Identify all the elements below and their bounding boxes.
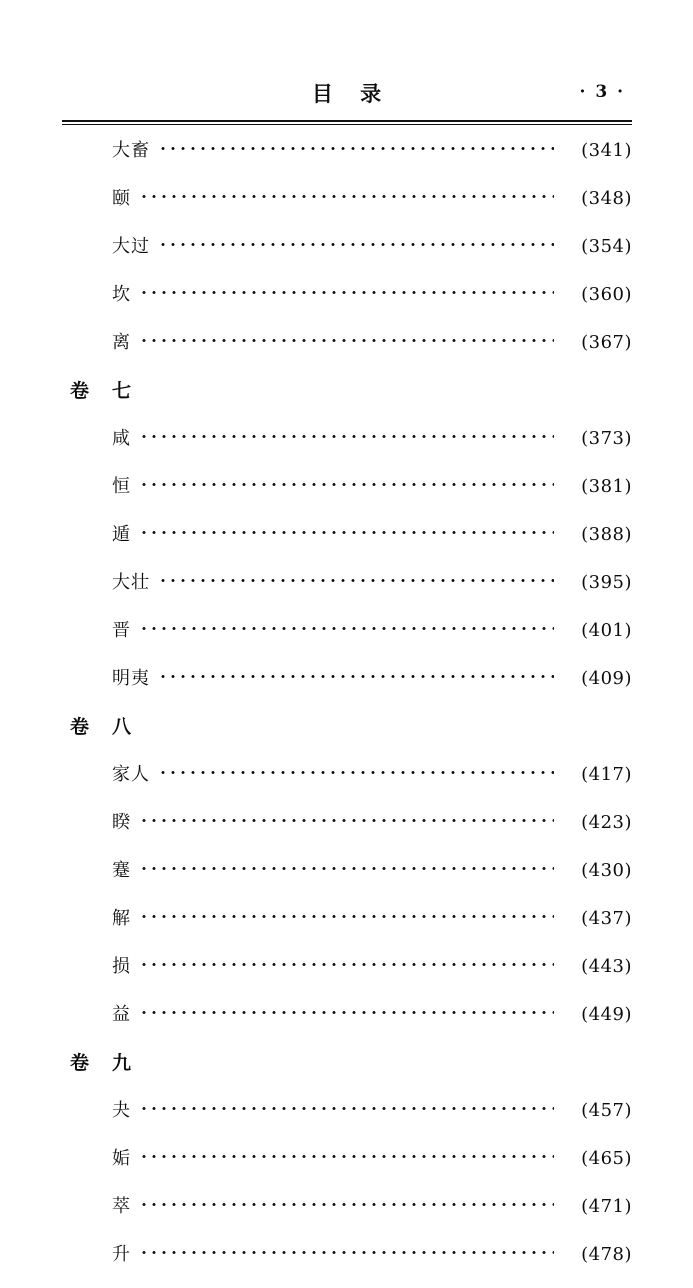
toc-entry[interactable] (62, 520, 632, 568)
dot-leader (139, 1194, 554, 1212)
toc-entry-title: 萃 (112, 1196, 131, 1217)
toc-entry-page: (465) (581, 1148, 632, 1169)
toc-entry-page: (457) (581, 1100, 632, 1121)
toc-entry-page: (341) (581, 140, 632, 161)
toc-entry[interactable] (62, 760, 632, 808)
volume-heading (62, 712, 632, 760)
toc-entry-page: (354) (581, 236, 632, 257)
toc-entry[interactable] (62, 616, 632, 664)
toc-entry[interactable] (62, 136, 632, 184)
toc-entry-title: 坎 (112, 284, 131, 305)
toc-entry-title: 家人 (112, 764, 150, 785)
dot-leader (139, 810, 554, 828)
dot-leader (158, 762, 554, 780)
toc-entry-page: (348) (581, 188, 632, 209)
toc-entry-page: (471) (581, 1196, 632, 1217)
dot-leader (139, 282, 554, 300)
dot-leader (139, 522, 554, 540)
toc-entry-page: (381) (581, 476, 632, 497)
toc-entry[interactable] (62, 568, 632, 616)
volume-number: 八 (112, 716, 133, 738)
toc-entry-page: (443) (581, 956, 632, 977)
dot-leader (139, 954, 554, 972)
dot-leader (139, 906, 554, 924)
toc-entry[interactable] (62, 1240, 632, 1288)
toc-entry-page: (430) (581, 860, 632, 881)
toc-entry-title: 蹇 (112, 860, 131, 881)
toc-entry[interactable] (62, 1192, 632, 1240)
dot-leader (139, 858, 554, 876)
toc-entry-title: 离 (112, 332, 131, 353)
dot-leader (139, 1002, 554, 1020)
toc-entry-page: (409) (581, 668, 632, 689)
dot-leader (139, 1242, 554, 1260)
header-divider (62, 120, 632, 125)
dot-leader (158, 666, 554, 684)
toc-entry-title: 明夷 (112, 668, 150, 689)
toc-entry-title: 升 (112, 1244, 131, 1265)
toc-entry-title: 解 (112, 908, 131, 929)
toc-entry-page: (360) (581, 284, 632, 305)
toc-entry[interactable] (62, 664, 632, 712)
toc-entry[interactable] (62, 952, 632, 1000)
toc-entry-title: 夬 (112, 1100, 131, 1121)
toc-entry[interactable] (62, 1144, 632, 1192)
toc-entry-title: 姤 (112, 1148, 131, 1169)
dot-leader (158, 234, 554, 252)
toc-entry-title: 晋 (112, 620, 131, 641)
volume-label: 卷 (70, 380, 91, 402)
toc-entry-page: (417) (581, 764, 632, 785)
toc-entry[interactable] (62, 1000, 632, 1048)
page-number: · 3 · (579, 82, 625, 102)
toc-entry-page: (395) (581, 572, 632, 593)
dot-leader (139, 186, 554, 204)
toc-entry-title: 恒 (112, 476, 131, 497)
toc-entry-page: (388) (581, 524, 632, 545)
toc-entry[interactable] (62, 184, 632, 232)
toc-entry-title: 遁 (112, 524, 131, 545)
toc-entry-page: (478) (581, 1244, 632, 1265)
toc-entry-page: (449) (581, 1004, 632, 1025)
toc-entry[interactable] (62, 280, 632, 328)
toc-entry-page: (367) (581, 332, 632, 353)
dot-leader (139, 1146, 554, 1164)
volume-number: 九 (112, 1052, 133, 1074)
toc-entry-page: (437) (581, 908, 632, 929)
dot-leader (139, 474, 554, 492)
volume-label: 卷 (70, 1052, 91, 1074)
toc-entry[interactable] (62, 424, 632, 472)
toc-entry-title: 颐 (112, 188, 131, 209)
volume-heading (62, 376, 632, 424)
toc-entry-page: (401) (581, 620, 632, 641)
toc-entry[interactable] (62, 904, 632, 952)
table-of-contents (62, 136, 632, 1288)
page-title: 目 录 (311, 81, 392, 106)
page-header (60, 78, 633, 118)
toc-entry[interactable] (62, 472, 632, 520)
toc-entry[interactable] (62, 232, 632, 280)
dot-leader (139, 1098, 554, 1116)
toc-entry-page: (423) (581, 812, 632, 833)
toc-entry-title: 益 (112, 1004, 131, 1025)
toc-entry[interactable] (62, 1096, 632, 1144)
toc-entry-title: 损 (112, 956, 131, 977)
dot-leader (158, 570, 554, 588)
toc-entry[interactable] (62, 856, 632, 904)
dot-leader (139, 330, 554, 348)
toc-entry-title: 睽 (112, 812, 131, 833)
dot-leader (158, 138, 554, 156)
volume-heading (62, 1048, 632, 1096)
toc-entry[interactable] (62, 808, 632, 856)
volume-number: 七 (112, 380, 133, 402)
toc-entry-page: (373) (581, 428, 632, 449)
toc-entry[interactable] (62, 328, 632, 376)
dot-leader (139, 426, 554, 444)
dot-leader (139, 618, 554, 636)
volume-label: 卷 (70, 716, 91, 738)
toc-entry-title: 大壮 (112, 572, 150, 593)
toc-entry-title: 咸 (112, 428, 131, 449)
toc-entry-title: 大过 (112, 236, 150, 257)
toc-entry-title: 大畜 (112, 140, 150, 161)
